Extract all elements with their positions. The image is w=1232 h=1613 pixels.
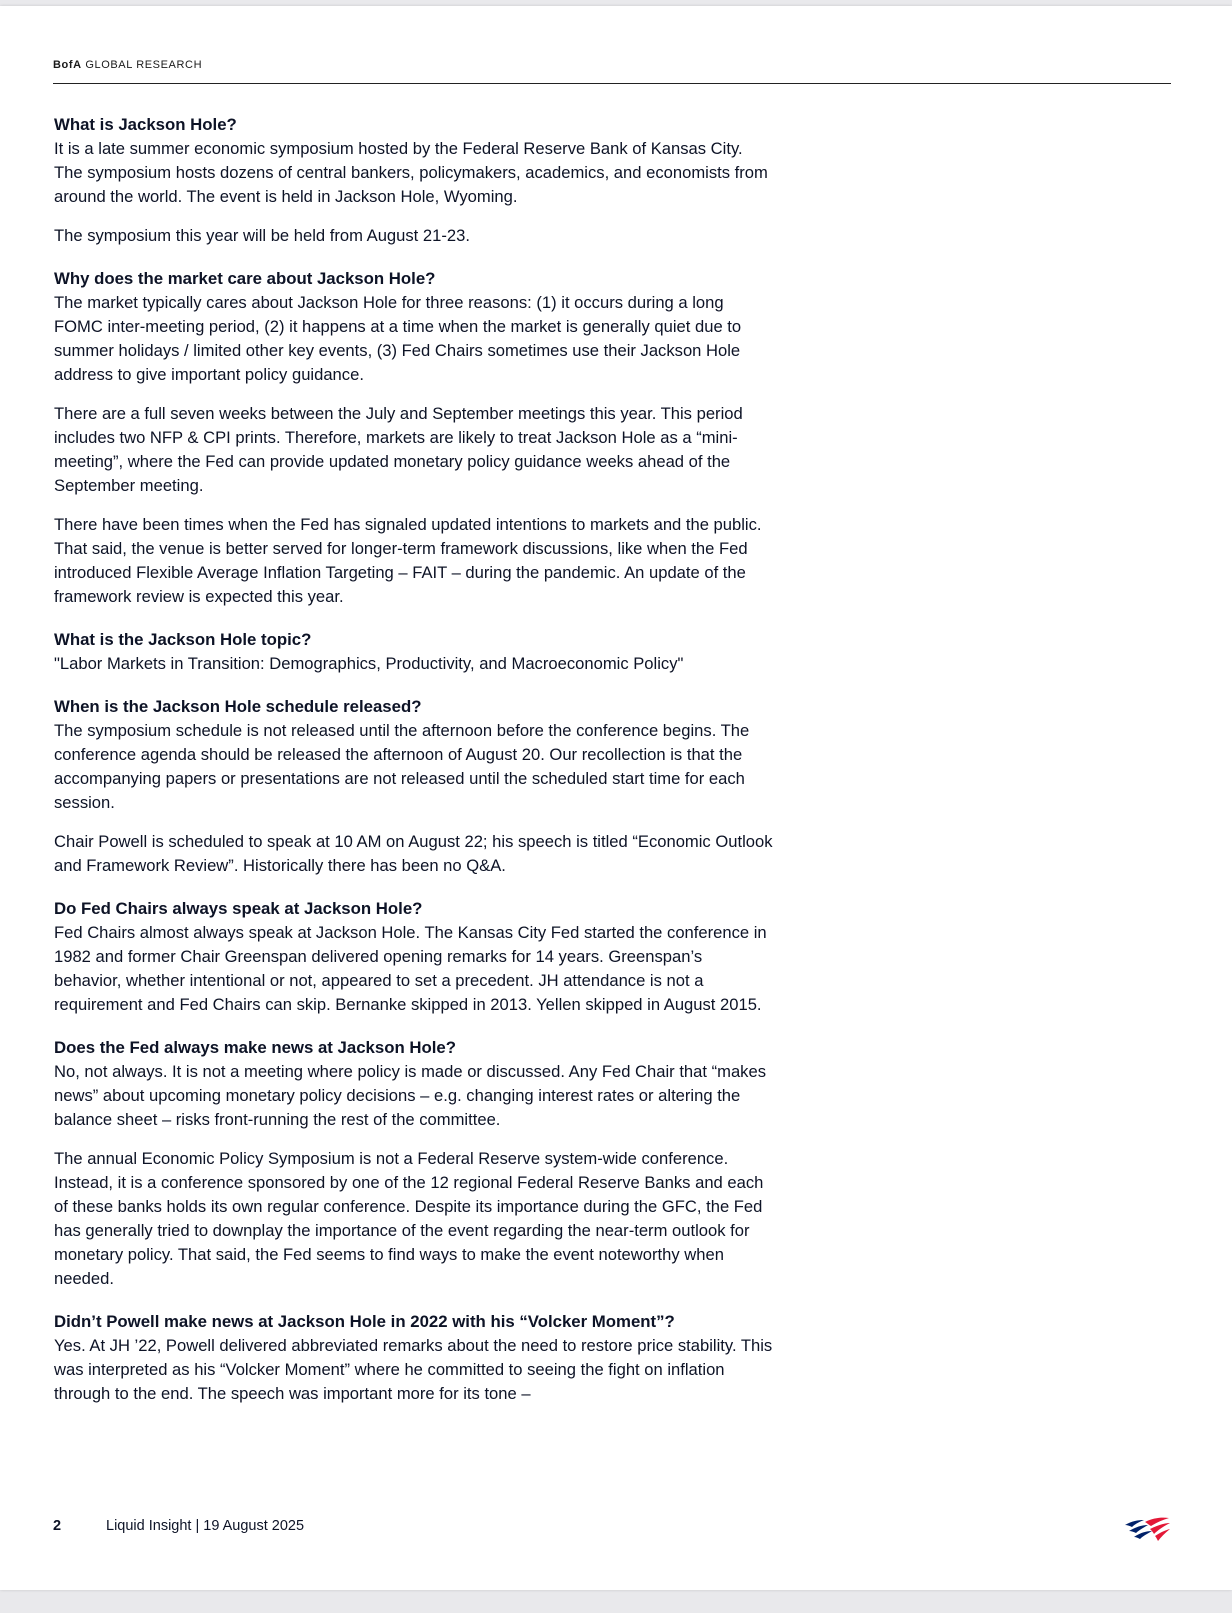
section-question: Didn’t Powell make news at Jackson Hole in 2022 with his “Volcker Moment”? — [54, 1312, 675, 1331]
section-question: Does the Fed always make news at Jackson Hole? — [54, 1038, 456, 1057]
faq-section — [54, 628, 774, 676]
section-paragraph: The symposium this year will be held from August 21-23. — [54, 226, 470, 245]
section-paragraph: Fed Chairs almost always speak at Jackson Hole. The Kansas City Fed started the conference in 1982 and former Chair Greenspan delivered opening remarks for 14 years. Greenspan’s behavior, whether intentional or not, appeared to set a precedent. JH attendance is not a requirement and Fed Chairs can skip. Bernanke skipped in 2013. Yellen skipped in August 2015. — [54, 923, 767, 1014]
faq-section — [54, 267, 774, 609]
faq-section — [54, 897, 774, 1017]
faq-section — [54, 1036, 774, 1291]
section-paragraph: It is a late summer economic symposium hosted by the Federal Reserve Bank of Kansas City. The symposium hosts dozens of central bankers, policymakers, academics, and economists from around the world. The event is held in Jackson Hole, Wyoming. — [54, 139, 768, 206]
section-paragraph: The annual Economic Policy Symposium is not a Federal Reserve system-wide conference. Instead, it is a conference sponsored by one of the 12 regional Federal Reserve Banks and each of these banks holds its own regular conference. Despite its importance during the GFC, the Fed has generally tried to downplay the importance of the event regarding the near-term outlook for monetary policy. That said, the Fed seems to find ways to make the event noteworthy when needed. — [54, 1149, 764, 1288]
section-question: Why does the market care about Jackson Hole? — [54, 269, 436, 288]
section-paragraph: The symposium schedule is not released until the afternoon before the conference begins. The conference agenda should be released the afternoon of August 20. Our recollection is that the accompanying papers or presentations are not released until the scheduled start time for each session. — [54, 721, 750, 812]
faq-section — [54, 1310, 774, 1406]
brand-prefix: BofA — [53, 59, 82, 71]
section-paragraph: There have been times when the Fed has signaled updated intentions to markets and the public. That said, the venue is better served for longer-term framework discussions, like when the Fed introduced Flexible Average Inflation Targeting – FAIT – during the pandemic. An update of the framework review is expected this year. — [54, 515, 762, 606]
page-number: 2 — [53, 1518, 62, 1534]
publication-info: Liquid Insight | 19 August 2025 — [106, 1518, 305, 1534]
section-paragraph: There are a full seven weeks between the July and September meetings this year. This period includes two NFP & CPI prints. Therefore, markets are likely to treat Jackson Hole as a “mini-meeting”, where the Fed can provide updated monetary policy guidance weeks ahead of the September meeting. — [54, 404, 743, 495]
faq-section — [54, 695, 774, 878]
section-paragraph: No, not always. It is not a meeting where policy is made or discussed. Any Fed Chair that “makes news” about upcoming monetary policy decisions – e.g. changing interest rates or altering the balance sheet – risks front-running the rest of the committee. — [54, 1062, 767, 1129]
section-paragraph: "Labor Markets in Transition: Demographics, Productivity, and Macroeconomic Policy" — [54, 654, 684, 673]
document-page — [0, 6, 1232, 1590]
section-question: What is Jackson Hole? — [54, 115, 237, 134]
main-content — [54, 113, 774, 1406]
section-paragraph: Yes. At JH ’22, Powell delivered abbreviated remarks about the need to restore price stability. This was interpreted as his “Volcker Moment” where he committed to seeing the fight on inflation through to the end. The speech was important more for its tone – — [54, 1336, 773, 1403]
section-paragraph: Chair Powell is scheduled to speak at 10 AM on August 22; his speech is titled “Economic Outlook and Framework Review”. Historically there has been no Q&A. — [54, 832, 773, 875]
section-question: What is the Jackson Hole topic? — [54, 630, 312, 649]
section-paragraph: The market typically cares about Jackson Hole for three reasons: (1) it occurs during a long FOMC inter-meeting period, (2) it happens at a time when the market is generally quiet due to summer holidays / limited other key events, (3) Fed Chairs sometimes use their Jackson Hole address to give important policy guidance. — [54, 293, 742, 384]
header-brand — [53, 59, 202, 71]
brand-suffix: GLOBAL RESEARCH — [85, 59, 203, 71]
bofa-flag-logo-icon — [1123, 1516, 1171, 1542]
page-header — [53, 59, 1171, 84]
section-question: When is the Jackson Hole schedule released? — [54, 697, 422, 716]
faq-section — [54, 113, 774, 248]
page-footer — [53, 1518, 1171, 1548]
section-question: Do Fed Chairs always speak at Jackson Hole? — [54, 899, 423, 918]
